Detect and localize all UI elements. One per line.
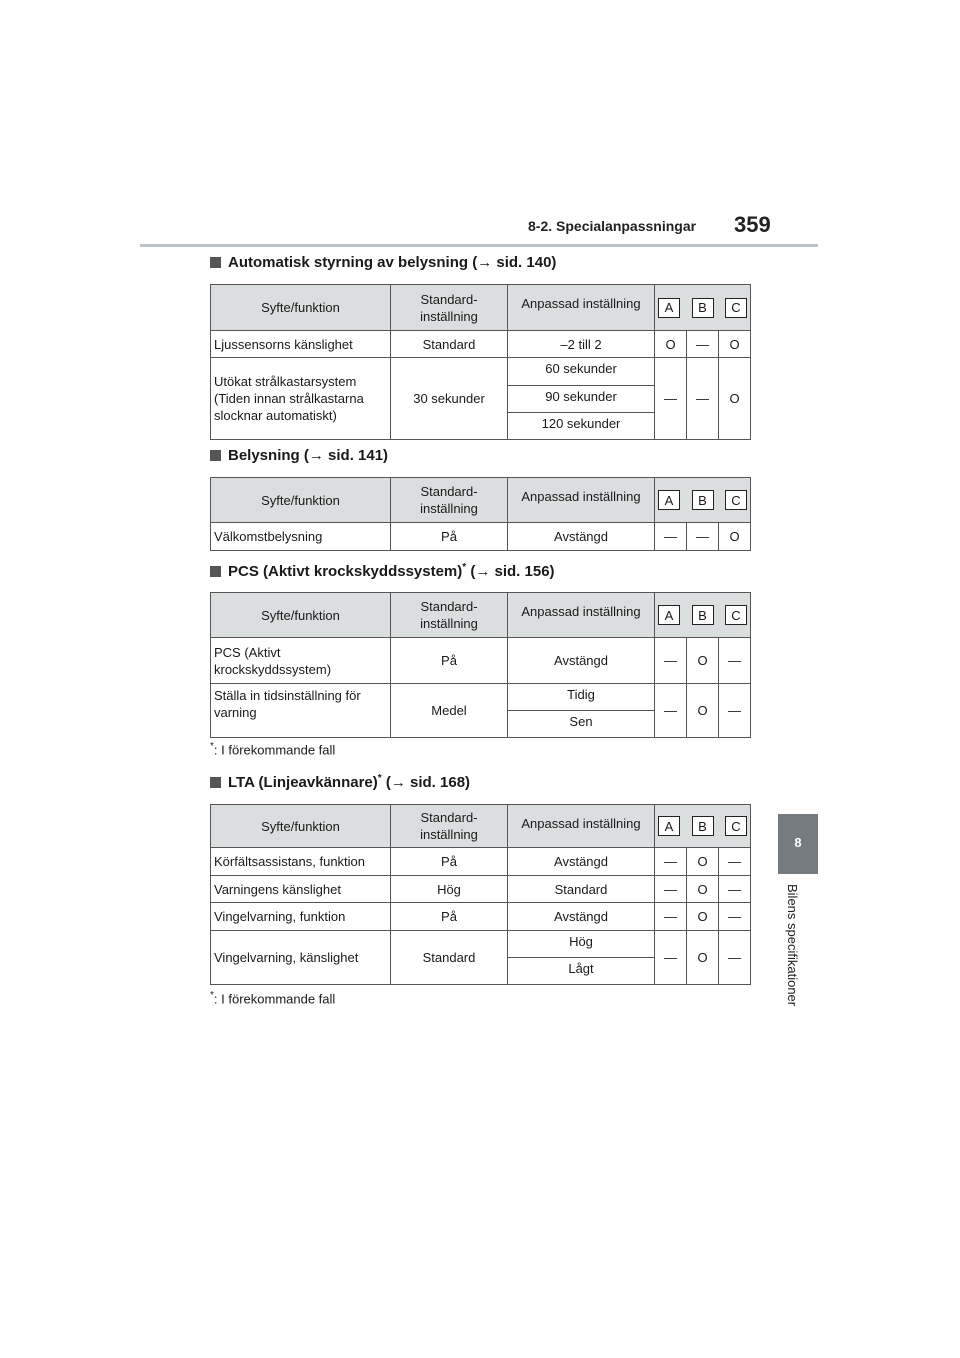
table-row: PCS (Aktivt krockskyddssystem) På Avstängd — O — xyxy=(211,638,751,684)
table-row: 120 sekunder xyxy=(211,413,751,440)
table-row: Utökat strålkastarsystem (Tiden innan strålkastarna slocknar automatiskt) 30 sekunder 60 sekunder — — O xyxy=(211,358,751,386)
chapter-number: 8 xyxy=(794,835,802,850)
header-default: Standard- inställning xyxy=(391,805,508,848)
square-bullet-icon xyxy=(210,566,221,577)
table-row: Lågt xyxy=(211,958,751,985)
header-function: Syfte/funktion xyxy=(211,593,391,638)
header-abc xyxy=(655,593,751,638)
box-a-icon: A xyxy=(658,605,680,625)
table-pcs xyxy=(210,592,751,738)
section-title-automatic-lighting: Automatisk styrning av belysning (→ sid. 140) xyxy=(210,254,556,271)
table-row: Varningens känslighet Hög Standard — O — xyxy=(211,876,751,903)
header-abc xyxy=(655,285,751,331)
box-c-icon: C xyxy=(725,605,747,625)
header-divider xyxy=(140,244,818,247)
box-b-icon: B xyxy=(692,816,714,836)
section-title-pcs: PCS (Aktivt krockskyddssystem)* (→ sid. 156) xyxy=(210,562,555,580)
table-lta xyxy=(210,804,751,985)
table-header-row xyxy=(211,285,751,331)
table-row: Körfältsassistans, funktion På Avstängd — O — xyxy=(211,848,751,876)
box-a-icon: A xyxy=(658,490,680,510)
footnote: *: I förekommande fall xyxy=(210,990,336,1007)
header-default: Standard- inställning xyxy=(391,285,508,331)
box-a-icon: A xyxy=(658,816,680,836)
box-b-icon: B xyxy=(692,298,714,318)
section-title-lta: LTA (Linjeavkännare)* (→ sid. 168) xyxy=(210,773,470,791)
page-number: 359 xyxy=(734,212,771,237)
header-default: Standard- inställning xyxy=(391,478,508,523)
footnote: *: I förekommande fall xyxy=(210,741,336,758)
header-default: Standard- inställning xyxy=(391,593,508,638)
chapter-label: Bilens specifikationer xyxy=(785,884,800,1007)
table-lighting xyxy=(210,477,751,551)
arrow-icon: → xyxy=(308,447,324,464)
header-abc xyxy=(655,478,751,523)
header-custom: Anpassad inställning xyxy=(508,805,655,848)
section-title-lighting: Belysning (→ sid. 141) xyxy=(210,447,388,464)
box-b-icon: B xyxy=(692,605,714,625)
box-a-icon: A xyxy=(658,298,680,318)
table-row: Vingelvarning, funktion På Avstängd — O — xyxy=(211,903,751,931)
table-row: Vingelvarning, känslighet Standard Hög — O — xyxy=(211,931,751,958)
table-automatic-lighting xyxy=(210,284,751,440)
table-row: Ställa in tidsinställning för varning Medel Tidig — O — xyxy=(211,684,751,711)
table-header-row xyxy=(211,478,751,523)
arrow-icon: → xyxy=(475,563,491,580)
header-custom: Anpassad inställning xyxy=(508,593,655,638)
box-c-icon: C xyxy=(725,298,747,318)
box-c-icon: C xyxy=(725,816,747,836)
table-row: 90 sekunder xyxy=(211,386,751,413)
arrow-icon: → xyxy=(477,254,493,271)
header-function: Syfte/funktion xyxy=(211,285,391,331)
arrow-icon: → xyxy=(390,774,406,791)
square-bullet-icon xyxy=(210,450,221,461)
table-row: Välkomstbelysning På Avstängd — — O xyxy=(211,523,751,551)
box-b-icon: B xyxy=(692,490,714,510)
table-row: Ljussensorns känslighet Standard –2 till 2 O — O xyxy=(211,331,751,358)
header-custom: Anpassad inställning xyxy=(508,285,655,331)
table-row: Sen xyxy=(211,711,751,738)
table-header-row xyxy=(211,805,751,848)
chapter-tab xyxy=(778,814,818,874)
section-heading: 8-2. Specialanpassningar xyxy=(528,218,697,234)
header-function: Syfte/funktion xyxy=(211,478,391,523)
header-function: Syfte/funktion xyxy=(211,805,391,848)
box-c-icon: C xyxy=(725,490,747,510)
square-bullet-icon xyxy=(210,777,221,788)
header-abc xyxy=(655,805,751,848)
square-bullet-icon xyxy=(210,257,221,268)
header-custom: Anpassad inställning xyxy=(508,478,655,523)
table-header-row xyxy=(211,593,751,638)
